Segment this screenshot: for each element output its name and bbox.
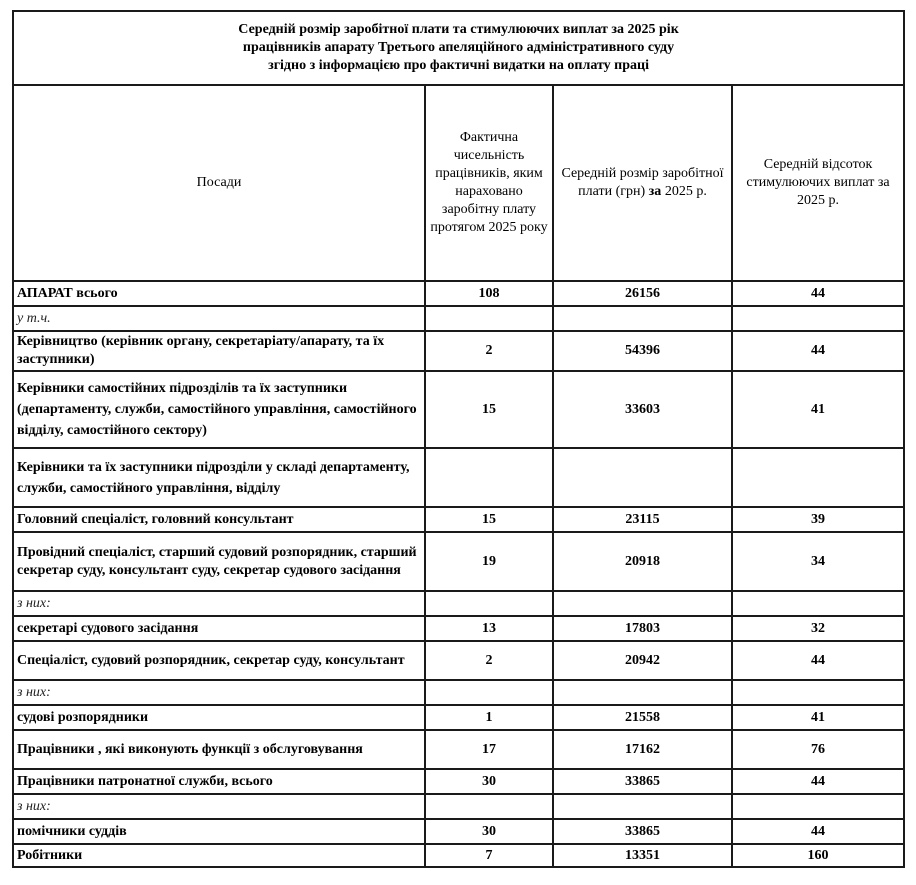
- row-bonus-pct: 44: [732, 641, 904, 680]
- table-row: [13, 281, 904, 306]
- row-headcount: 2: [425, 641, 553, 680]
- row-bonus-pct: [732, 680, 904, 705]
- row-avg-salary: 20942: [553, 641, 732, 680]
- row-label: з них:: [13, 680, 425, 705]
- header-avg-salary-bold: за: [648, 184, 662, 199]
- table-row: [13, 371, 904, 448]
- header-avg-bonus-pct: Середній відсоток стимулюючих виплат за 2025 р.: [732, 85, 904, 281]
- table-row: [13, 819, 904, 844]
- row-headcount: 19: [425, 532, 553, 591]
- table-row: [13, 448, 904, 507]
- row-bonus-pct: 76: [732, 730, 904, 769]
- row-label: АПАРАТ всього: [13, 281, 425, 306]
- table-row: [13, 730, 904, 769]
- row-avg-salary: 17162: [553, 730, 732, 769]
- table-row: [13, 680, 904, 705]
- row-bonus-pct: [732, 591, 904, 616]
- row-label: Спеціаліст, судовий розпорядник, секретар суду, консультант: [13, 641, 425, 680]
- row-avg-salary: 33603: [553, 371, 732, 448]
- row-label: Робітники: [13, 844, 425, 867]
- table-row: [13, 705, 904, 730]
- row-headcount: [425, 306, 553, 331]
- salary-report-table: [12, 10, 905, 868]
- row-bonus-pct: 44: [732, 769, 904, 794]
- row-label: з них:: [13, 591, 425, 616]
- row-avg-salary: [553, 448, 732, 507]
- row-headcount: [425, 794, 553, 819]
- row-headcount: 13: [425, 616, 553, 641]
- table-row: [13, 641, 904, 680]
- row-label: у т.ч.: [13, 306, 425, 331]
- row-bonus-pct: 41: [732, 371, 904, 448]
- header-avg-salary-text: Середній розмір заробітної плати (грн): [561, 166, 724, 199]
- header-avg-salary: [553, 85, 732, 281]
- row-bonus-pct: 44: [732, 281, 904, 306]
- row-avg-salary: [553, 794, 732, 819]
- title-line-2: працівників апарату Третього апеляційного адміністративного суду: [242, 40, 675, 55]
- title-line-3: згідно з інформацією про фактичні видатки на оплату праці: [268, 58, 649, 73]
- row-label: судові розпорядники: [13, 705, 425, 730]
- row-avg-salary: 23115: [553, 507, 732, 532]
- row-bonus-pct: 32: [732, 616, 904, 641]
- row-label: Працівники патронатної служби, всього: [13, 769, 425, 794]
- row-bonus-pct: [732, 448, 904, 507]
- row-avg-salary: 33865: [553, 769, 732, 794]
- row-headcount: [425, 448, 553, 507]
- row-bonus-pct: [732, 306, 904, 331]
- row-headcount: 15: [425, 371, 553, 448]
- row-avg-salary: 13351: [553, 844, 732, 867]
- row-bonus-pct: 160: [732, 844, 904, 867]
- report-title: [13, 11, 904, 85]
- row-label: секретарі судового засідання: [13, 616, 425, 641]
- title-line-1: Середній розмір заробітної плати та стимулюючих виплат за 2025 рік: [238, 22, 679, 37]
- row-label: Керівники самостійних підрозділів та їх заступники (департаменту, служби, самостійного управління, самостійного відділу, самостійного сектору): [13, 371, 425, 448]
- table-row: [13, 769, 904, 794]
- row-avg-salary: 54396: [553, 331, 732, 371]
- row-headcount: 7: [425, 844, 553, 867]
- header-row: [13, 85, 904, 281]
- row-avg-salary: [553, 591, 732, 616]
- row-bonus-pct: 41: [732, 705, 904, 730]
- table-row: [13, 844, 904, 867]
- table-row: [13, 507, 904, 532]
- row-avg-salary: 17803: [553, 616, 732, 641]
- row-label: з них:: [13, 794, 425, 819]
- row-headcount: 1: [425, 705, 553, 730]
- row-avg-salary: 26156: [553, 281, 732, 306]
- row-avg-salary: 20918: [553, 532, 732, 591]
- title-row: [13, 11, 904, 85]
- header-avg-salary-year: 2025 р.: [661, 184, 707, 199]
- row-headcount: 30: [425, 769, 553, 794]
- row-avg-salary: 21558: [553, 705, 732, 730]
- row-headcount: 108: [425, 281, 553, 306]
- row-avg-salary: 33865: [553, 819, 732, 844]
- row-bonus-pct: 44: [732, 819, 904, 844]
- row-bonus-pct: 39: [732, 507, 904, 532]
- row-headcount: 30: [425, 819, 553, 844]
- row-avg-salary: [553, 306, 732, 331]
- row-label: Керівники та їх заступники підрозділи у складі департаменту, служби, самостійного управління, відділу: [13, 448, 425, 507]
- row-label: помічники суддів: [13, 819, 425, 844]
- table-row: [13, 591, 904, 616]
- row-bonus-pct: 44: [732, 331, 904, 371]
- table-row: [13, 794, 904, 819]
- row-headcount: 17: [425, 730, 553, 769]
- row-bonus-pct: 34: [732, 532, 904, 591]
- table-row: [13, 331, 904, 371]
- row-label: Працівники , які виконують функції з обслуговування: [13, 730, 425, 769]
- row-label: Керівництво (керівник органу, секретаріату/апарату, та їх заступники): [13, 331, 425, 371]
- header-headcount: Фактична чисельність працівників, яким нараховано заробітну плату протягом 2025 року: [425, 85, 553, 281]
- row-headcount: [425, 591, 553, 616]
- row-avg-salary: [553, 680, 732, 705]
- row-label: Провідний спеціаліст, старший судовий розпорядник, старший секретар суду, консультант суду, секретар судового засідання: [13, 532, 425, 591]
- row-headcount: [425, 680, 553, 705]
- table-row: [13, 616, 904, 641]
- row-headcount: 2: [425, 331, 553, 371]
- header-position: Посади: [13, 85, 425, 281]
- row-headcount: 15: [425, 507, 553, 532]
- table-row: [13, 306, 904, 331]
- row-label: Головний спеціаліст, головний консультант: [13, 507, 425, 532]
- row-bonus-pct: [732, 794, 904, 819]
- table-row: [13, 532, 904, 591]
